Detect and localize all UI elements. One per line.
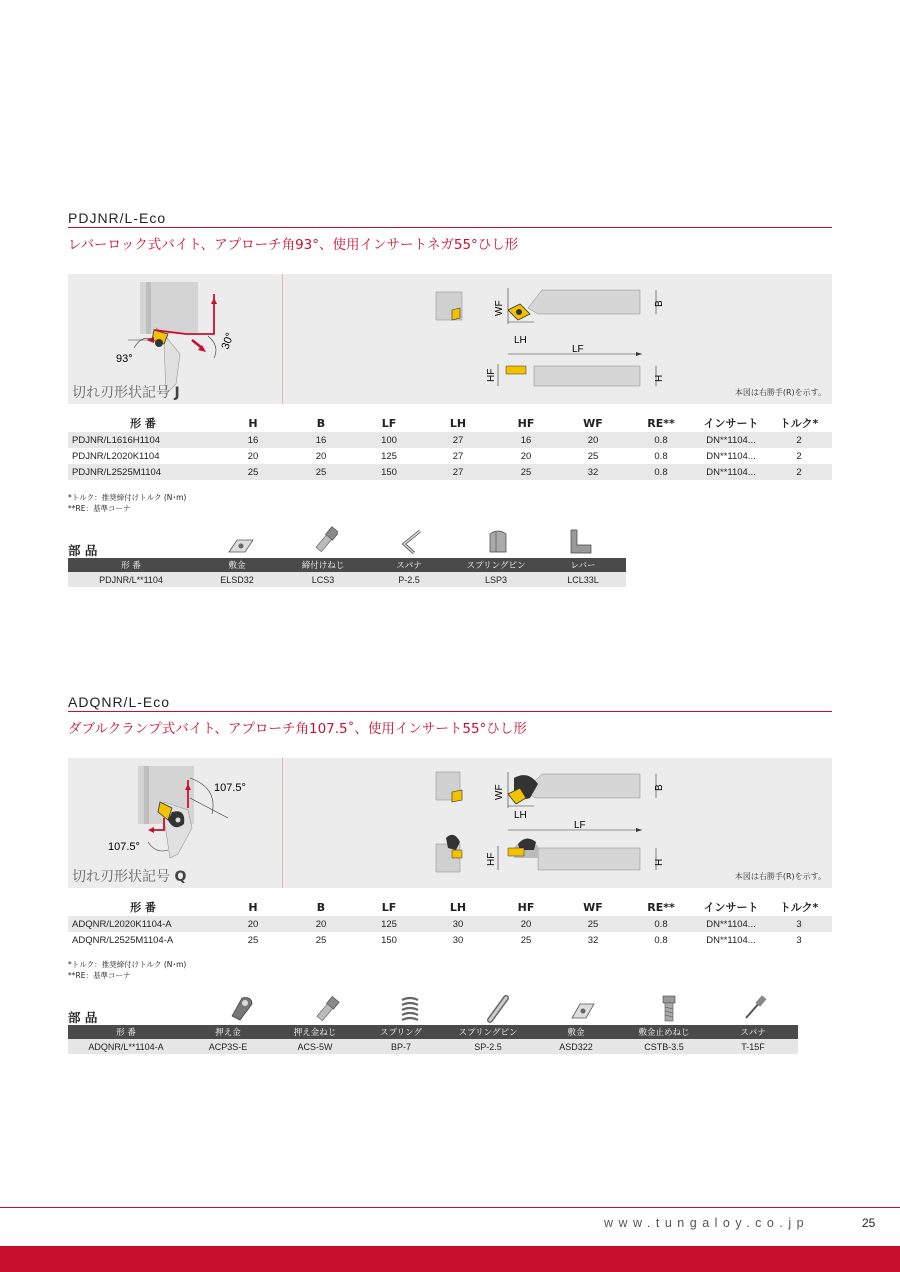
dim-h: H <box>654 374 665 382</box>
top-view-icon <box>524 774 640 798</box>
spec-table-adqnr <box>68 898 832 948</box>
section-adqnr <box>68 693 832 737</box>
note-torque: *トルク：推奨締付けトルク (N･m) <box>68 960 187 969</box>
dim-hf: HF <box>486 368 497 382</box>
side-view-icon <box>538 848 640 870</box>
dim-lf: LF <box>572 344 584 355</box>
clamp-screw-icon <box>314 994 340 1024</box>
section-subtitle: レバーロック式バイト、アプローチ角93°、使用インサートネガ55°ひし形 <box>68 237 519 253</box>
spring-icon <box>398 994 422 1024</box>
inclination-angle-label: 30° <box>219 331 237 352</box>
table-notes <box>68 959 186 981</box>
spring-pin-icon <box>486 528 510 556</box>
table-header-row: 形 番 H B LF LH HF WF RE** インサート トルク* <box>130 416 819 430</box>
table-notes <box>68 492 186 514</box>
section-title: PDJNR/L-Eco <box>68 210 167 226</box>
page-number: 25 <box>862 1216 876 1230</box>
footer-url[interactable]: www.tungaloy.co.jp <box>604 1216 810 1230</box>
top-view-icon <box>528 290 640 314</box>
footer-bar <box>0 1246 900 1272</box>
clamp-screw-icon <box>314 524 338 556</box>
figure-note: 本図は右勝手(R)を示す。 <box>734 388 826 397</box>
dim-lh: LH <box>514 810 527 821</box>
lever-icon <box>565 527 595 557</box>
section-rule <box>68 227 832 228</box>
table-row: PDJNR/L1616H1104 16 16 100 27 16 20 0.8 DN**1104... 2 <box>68 432 832 448</box>
table-row: ADQNR/L2020K1104-A 20 20 125 30 20 25 0.8 DN**1104... 3 <box>68 916 832 932</box>
figure-note: 本図は右勝手(R)を示す。 <box>734 872 826 881</box>
clamp-icon <box>228 994 256 1022</box>
shim-screw-icon <box>656 994 682 1024</box>
edge-code: Q <box>174 869 187 885</box>
table-row: ADQNR/L2525M1104-A 25 25 150 30 25 32 0.8 DN**1104... 3 <box>72 934 802 946</box>
approach-angle-label: 93° <box>116 353 133 365</box>
dim-lh: LH <box>514 335 527 346</box>
parts-row: ADQNR/L**1104-A ACP3S-E ACS-5W BP-7 SP-2.5 ASD322 CSTB-3.5 T-15F <box>68 1039 798 1054</box>
approach-angle-label-2: 107.5° <box>108 841 140 853</box>
side-view-icon <box>534 366 640 386</box>
footer-rule <box>0 1207 900 1208</box>
tool-drawing-pdjnr <box>68 274 832 404</box>
parts-header-row: 形 番 押え金 押え金ねじ スプリング スプリングピン 敷金 敷金止めねじ スパナ <box>68 1025 798 1039</box>
edge-code: J <box>174 385 180 401</box>
shim-icon <box>568 1000 598 1022</box>
dim-hf: HF <box>486 852 497 866</box>
edge-code-label: 切れ刃形状記号 J <box>72 385 180 401</box>
note-re: **RE：基準コーナ <box>68 504 131 513</box>
approach-angle-label: 107.5° <box>214 782 246 794</box>
figure-panel-adqnr <box>68 758 832 888</box>
parts-row: PDJNR/L**1104 ELSD32 LCS3 P-2.5 LSP3 LCL33L <box>68 572 626 587</box>
table-header-row: 形 番 H B LF LH HF WF RE** インサート トルク* <box>130 900 819 914</box>
parts-table-pdjnr <box>68 558 626 587</box>
dim-h: H <box>654 858 665 866</box>
parts-table-adqnr <box>68 1025 798 1054</box>
wrench-icon <box>742 994 768 1022</box>
section-rule <box>68 711 832 712</box>
note-torque: *トルク：推奨締付けトルク (N･m) <box>68 493 187 502</box>
note-re: **RE：基準コーナ <box>68 971 131 980</box>
parts-header-row: 形 番 敷金 締付けねじ スパナ スプリングピン レバー <box>68 558 626 572</box>
spec-table-pdjnr <box>68 414 832 480</box>
dim-b: B <box>654 300 665 307</box>
wrench-icon <box>400 528 426 556</box>
dim-lf: LF <box>574 820 586 831</box>
dim-b: B <box>654 784 665 791</box>
table-row: PDJNR/L2020K1104 20 20 125 27 20 25 0.8 DN**1104... 2 <box>72 450 802 462</box>
shim-icon <box>225 536 255 556</box>
parts-title: 部 品 <box>68 1010 98 1025</box>
dim-wf: WF <box>494 300 505 316</box>
section-title: ADQNR/L-Eco <box>68 694 171 710</box>
parts-title: 部 品 <box>68 543 98 558</box>
section-pdjnr <box>68 209 832 253</box>
section-subtitle: ダブルクランプ式バイト、アプローチ角107.5˚、使用インサート55°ひし形 <box>68 721 527 737</box>
dim-wf: WF <box>494 784 505 800</box>
figure-panel-pdjnr <box>68 274 832 404</box>
spring-pin-icon <box>484 994 512 1024</box>
edge-code-label: 切れ刃形状記号 Q <box>72 869 187 885</box>
table-row: PDJNR/L2525M1104 25 25 150 27 25 32 0.8 DN**1104... 2 <box>68 464 832 480</box>
